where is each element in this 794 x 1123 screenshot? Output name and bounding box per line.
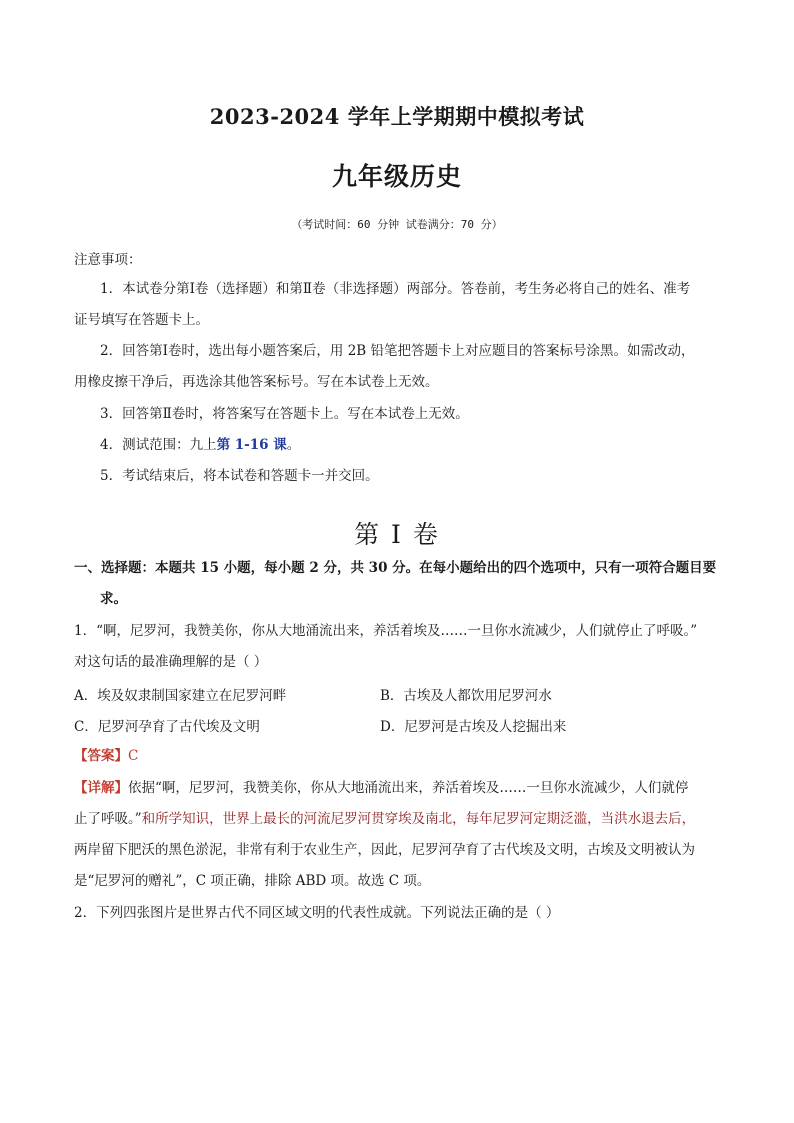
q1-option-b: B．古埃及人都饮用尼罗河水 (380, 688, 552, 704)
section-title: 第 I 卷 (354, 520, 440, 549)
subject-title: 九年级历史 (331, 162, 462, 191)
notice-item-4-prefix: 4．测试范围：九上 (100, 437, 217, 453)
notice-item-2-line-1: 2．回答第Ⅰ卷时，选出每小题答案后，用 2B 铅笔把答题卡上对应题目的答案标号涂黑。如需改动， (100, 343, 695, 359)
q1-option-d: D．尼罗河是古埃及人挖掘出来 (380, 719, 567, 735)
notice-item-3: 3．回答第Ⅱ卷时，将答案写在答题卡上。写在本试卷上无效。 (100, 406, 469, 422)
notice-item-4 (100, 435, 300, 455)
notice-item-1-line-2: 证号填写在答题卡上。 (74, 312, 209, 328)
detail-text-1: 依据“啊，尼罗河，我赞美你，你从大地涌流出来，养活着埃及……一旦你水流减少，人们就停 (128, 780, 689, 796)
answer-label: 【答案】 (74, 748, 128, 764)
exam-title: 2023-2024 学年上学期期中模拟考试 (209, 104, 585, 129)
q1-detail-line-4: 是“尼罗河的赠礼”，C 项正确，排除 ABD 项。故选 C 项。 (74, 873, 431, 889)
notice-title: 注意事项： (74, 252, 142, 268)
detail-label: 【详解】 (74, 780, 128, 796)
part1-intro-line-1: 一、选择题：本题共 15 小题，每小题 2 分，共 30 分。在每小题给出的四个选项中，只有一项符合题目要 (74, 560, 717, 576)
notice-item-5: 5．考试结束后，将本试卷和答题卡一并交回。 (100, 468, 379, 484)
test-range-highlight: 第 1-16 课 (216, 437, 287, 453)
q1-stem-line-1: 1．“啊，尼罗河，我赞美你，你从大地涌流出来，养活着埃及……一旦你水流减少，人们就停止了呼吸。” (74, 623, 698, 639)
q1-detail-line-3: 两岸留下肥沃的黑色淤泥，非常有利于农业生产，因此，尼罗河孕育了古代埃及文明，古埃及文明被认为 (74, 842, 695, 858)
notice-item-1-line-1: 1．本试卷分第Ⅰ卷（选择题）和第Ⅱ卷（非选择题）两部分。答卷前，考生务必将自己的姓名、准考 (100, 281, 691, 297)
q2-stem: 2．下列四张图片是世界古代不同区域文明的代表性成就。下列说法正确的是（ ） (74, 905, 560, 921)
answer-value: C (128, 748, 139, 764)
notice-item-4-suffix: 。 (286, 437, 301, 453)
q1-answer (74, 746, 138, 766)
q1-detail-line-2 (74, 809, 695, 829)
part1-intro-line-2: 求。 (100, 591, 127, 607)
detail-text-2b: 和所学知识，世界上最长的河流尼罗河贯穿埃及南北，每年尼罗河定期泛滥，当洪水退去后， (141, 811, 696, 827)
q1-option-a: A．埃及奴隶制国家建立在尼罗河畔 (74, 688, 287, 704)
exam-meta: （考试时间：60 分钟 试卷满分：70 分） (291, 218, 503, 231)
q1-detail-line-1 (74, 778, 688, 798)
notice-item-2-line-2: 用橡皮擦干净后，再选涂其他答案标号。写在本试卷上无效。 (74, 374, 439, 390)
q1-stem-line-2: 对这句话的最准确理解的是（ ） (74, 654, 268, 670)
q1-option-c: C．尼罗河孕育了古代埃及文明 (74, 719, 260, 735)
detail-text-2a: 止了呼吸。” (74, 811, 142, 827)
